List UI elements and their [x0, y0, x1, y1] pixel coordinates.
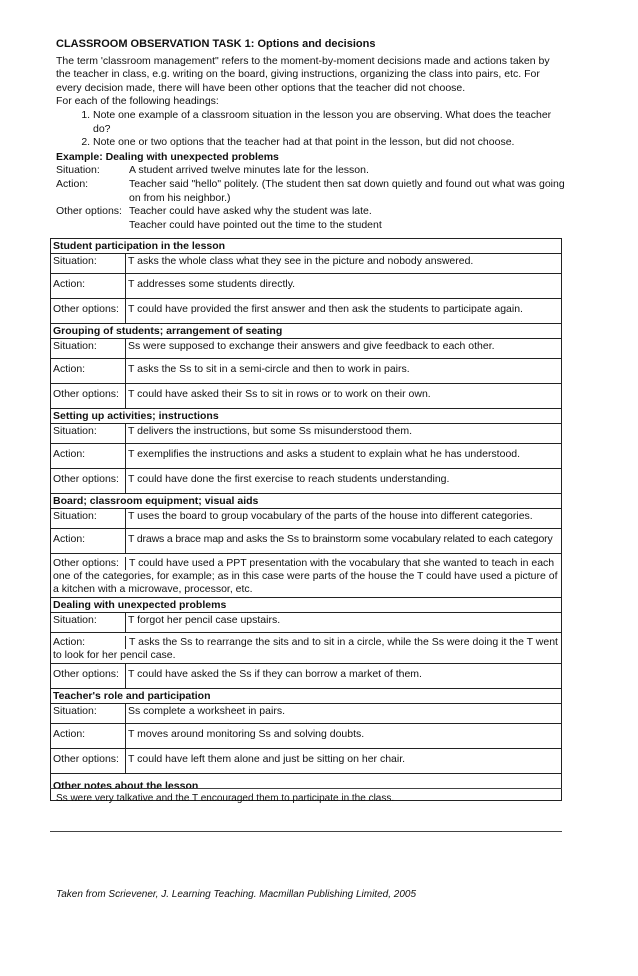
example-situation-text: A student arrived twelve minutes late for the lesson.	[129, 164, 369, 177]
instruction-item: 1. Note one example of a classroom situation in the lesson you are observing. What does the teacher do?	[93, 109, 566, 136]
other-options-label: Other options:	[51, 749, 126, 774]
action-label: Action:	[51, 359, 126, 384]
other-options-label: Other options:	[51, 384, 126, 409]
source-citation: Taken from Scrievener, J. Learning Teaching. Macmillan Publishing Limited, 2005	[56, 889, 417, 900]
other-options-label: Other options:	[51, 299, 126, 324]
situation-cell: T delivers the instructions, but some Ss misunderstood them.	[126, 424, 562, 444]
other-options-label: Other options:	[53, 557, 119, 569]
action-first-line: T asks the Ss to rearrange the sits and to sit in a circle, while the Ss were doing it the T went	[125, 636, 558, 649]
notes-text: Ss were very talkative and the T encouraged them to participate in the class.	[56, 793, 395, 804]
example-situation-label: Situation:	[56, 164, 100, 177]
section-heading: Dealing with unexpected problems	[51, 598, 562, 613]
situation-label: Situation:	[51, 254, 126, 274]
action-cell: T draws a brace map and asks the Ss to brainstorm some vocabulary related to each category	[126, 529, 562, 554]
example-action-label: Action:	[56, 177, 89, 190]
other-options-merged-cell	[51, 554, 562, 598]
document-header	[56, 38, 566, 232]
example-other-label: Other options:	[56, 205, 122, 218]
intro-instruction: For each of the following headings:	[56, 95, 219, 108]
action-label: Action:	[51, 274, 126, 299]
notes-heading: Other notes about the lesson	[51, 774, 562, 801]
other-options-cell: T could have done the first exercise to reach students understanding.	[126, 469, 562, 494]
example-other-2: Teacher could have pointed out the time to the student	[129, 218, 382, 231]
other-options-label: Other options:	[51, 469, 126, 494]
situation-cell: T asks the whole class what they see in the picture and nobody answered.	[126, 254, 562, 274]
situation-label: Situation:	[51, 424, 126, 444]
other-options-cell: T could have asked the Ss if they can borrow a market of them.	[126, 664, 562, 689]
other-options-label: Other options:	[51, 664, 126, 689]
observation-table	[50, 238, 562, 801]
situation-label: Situation:	[51, 613, 126, 633]
intro-paragraph: The term 'classroom management" refers to the moment-by-moment decisions made and actions taken by the teacher in class, e.g. writing on the board, giving instructions, organizing the class into pairs, etc. For every decision made, there will have been other options that the teacher did not choose.	[56, 54, 550, 94]
section-heading: Board; classroom equipment; visual aids	[51, 494, 562, 509]
action-cell: T addresses some students directly.	[126, 274, 562, 299]
example-heading: Example: Dealing with unexpected problems	[56, 150, 279, 163]
action-cell: T asks the Ss to sit in a semi-circle and then to work in pairs.	[126, 359, 562, 384]
example-other-1: Teacher could have asked why the student was late.	[129, 205, 372, 218]
situation-cell: Ss complete a worksheet in pairs.	[126, 704, 562, 724]
divider-line	[50, 788, 562, 789]
other-options-cell: T could have left them alone and just be sitting on her chair.	[126, 749, 562, 774]
situation-label: Situation:	[51, 339, 126, 359]
action-label: Action:	[51, 529, 126, 554]
other-options-cell: T could have asked their Ss to sit in rows or to work on their own.	[126, 384, 562, 409]
other-options-first-line: T could have used a PPT presentation with the vocabulary that she wanted to teach in each	[125, 557, 554, 570]
action-continuation: to look for her pencil case.	[53, 649, 176, 661]
intro	[56, 55, 566, 150]
situation-cell: T forgot her pencil case upstairs.	[126, 613, 562, 633]
instruction-item: 2. Note one or two options that the teacher had at that point in the lesson, but did not choose.	[93, 136, 566, 150]
action-label: Action:	[51, 724, 126, 749]
action-merged-cell	[51, 633, 562, 664]
other-options-cell: T could have provided the first answer and then ask the students to participate again.	[126, 299, 562, 324]
action-label: Action:	[51, 444, 126, 469]
action-cell: T moves around monitoring Ss and solving doubts.	[126, 724, 562, 749]
example-situation	[56, 164, 566, 178]
action-label: Action:	[53, 636, 86, 648]
action-cell: T exemplifies the instructions and asks a student to explain what he has understood.	[126, 444, 562, 469]
section-heading: Grouping of students; arrangement of seating	[51, 324, 562, 339]
section-heading: Teacher's role and participation	[51, 689, 562, 704]
section-heading: Student participation in the lesson	[51, 239, 562, 254]
situation-cell: Ss were supposed to exchange their answers and give feedback to each other.	[126, 339, 562, 359]
instruction-list	[56, 109, 566, 150]
task-title: CLASSROOM OBSERVATION TASK 1: Options and decisions	[56, 38, 376, 50]
section-heading: Setting up activities; instructions	[51, 409, 562, 424]
example-action	[56, 178, 566, 205]
situation-label: Situation:	[51, 509, 126, 529]
divider-line	[50, 831, 562, 832]
other-options-continuation: one of the categories, for example; as in this case were parts of the house the T could have used a picture of a kitchen with a microwave, processor, etc.	[53, 570, 558, 595]
situation-label: Situation:	[51, 704, 126, 724]
situation-cell: T uses the board to group vocabulary of the parts of the house into different categories.	[126, 509, 562, 529]
example-other	[56, 205, 566, 232]
example-action-text: Teacher said "hello" politely. (The student then sat down quietly and found out what was going on from his neighbor.)	[129, 177, 565, 204]
